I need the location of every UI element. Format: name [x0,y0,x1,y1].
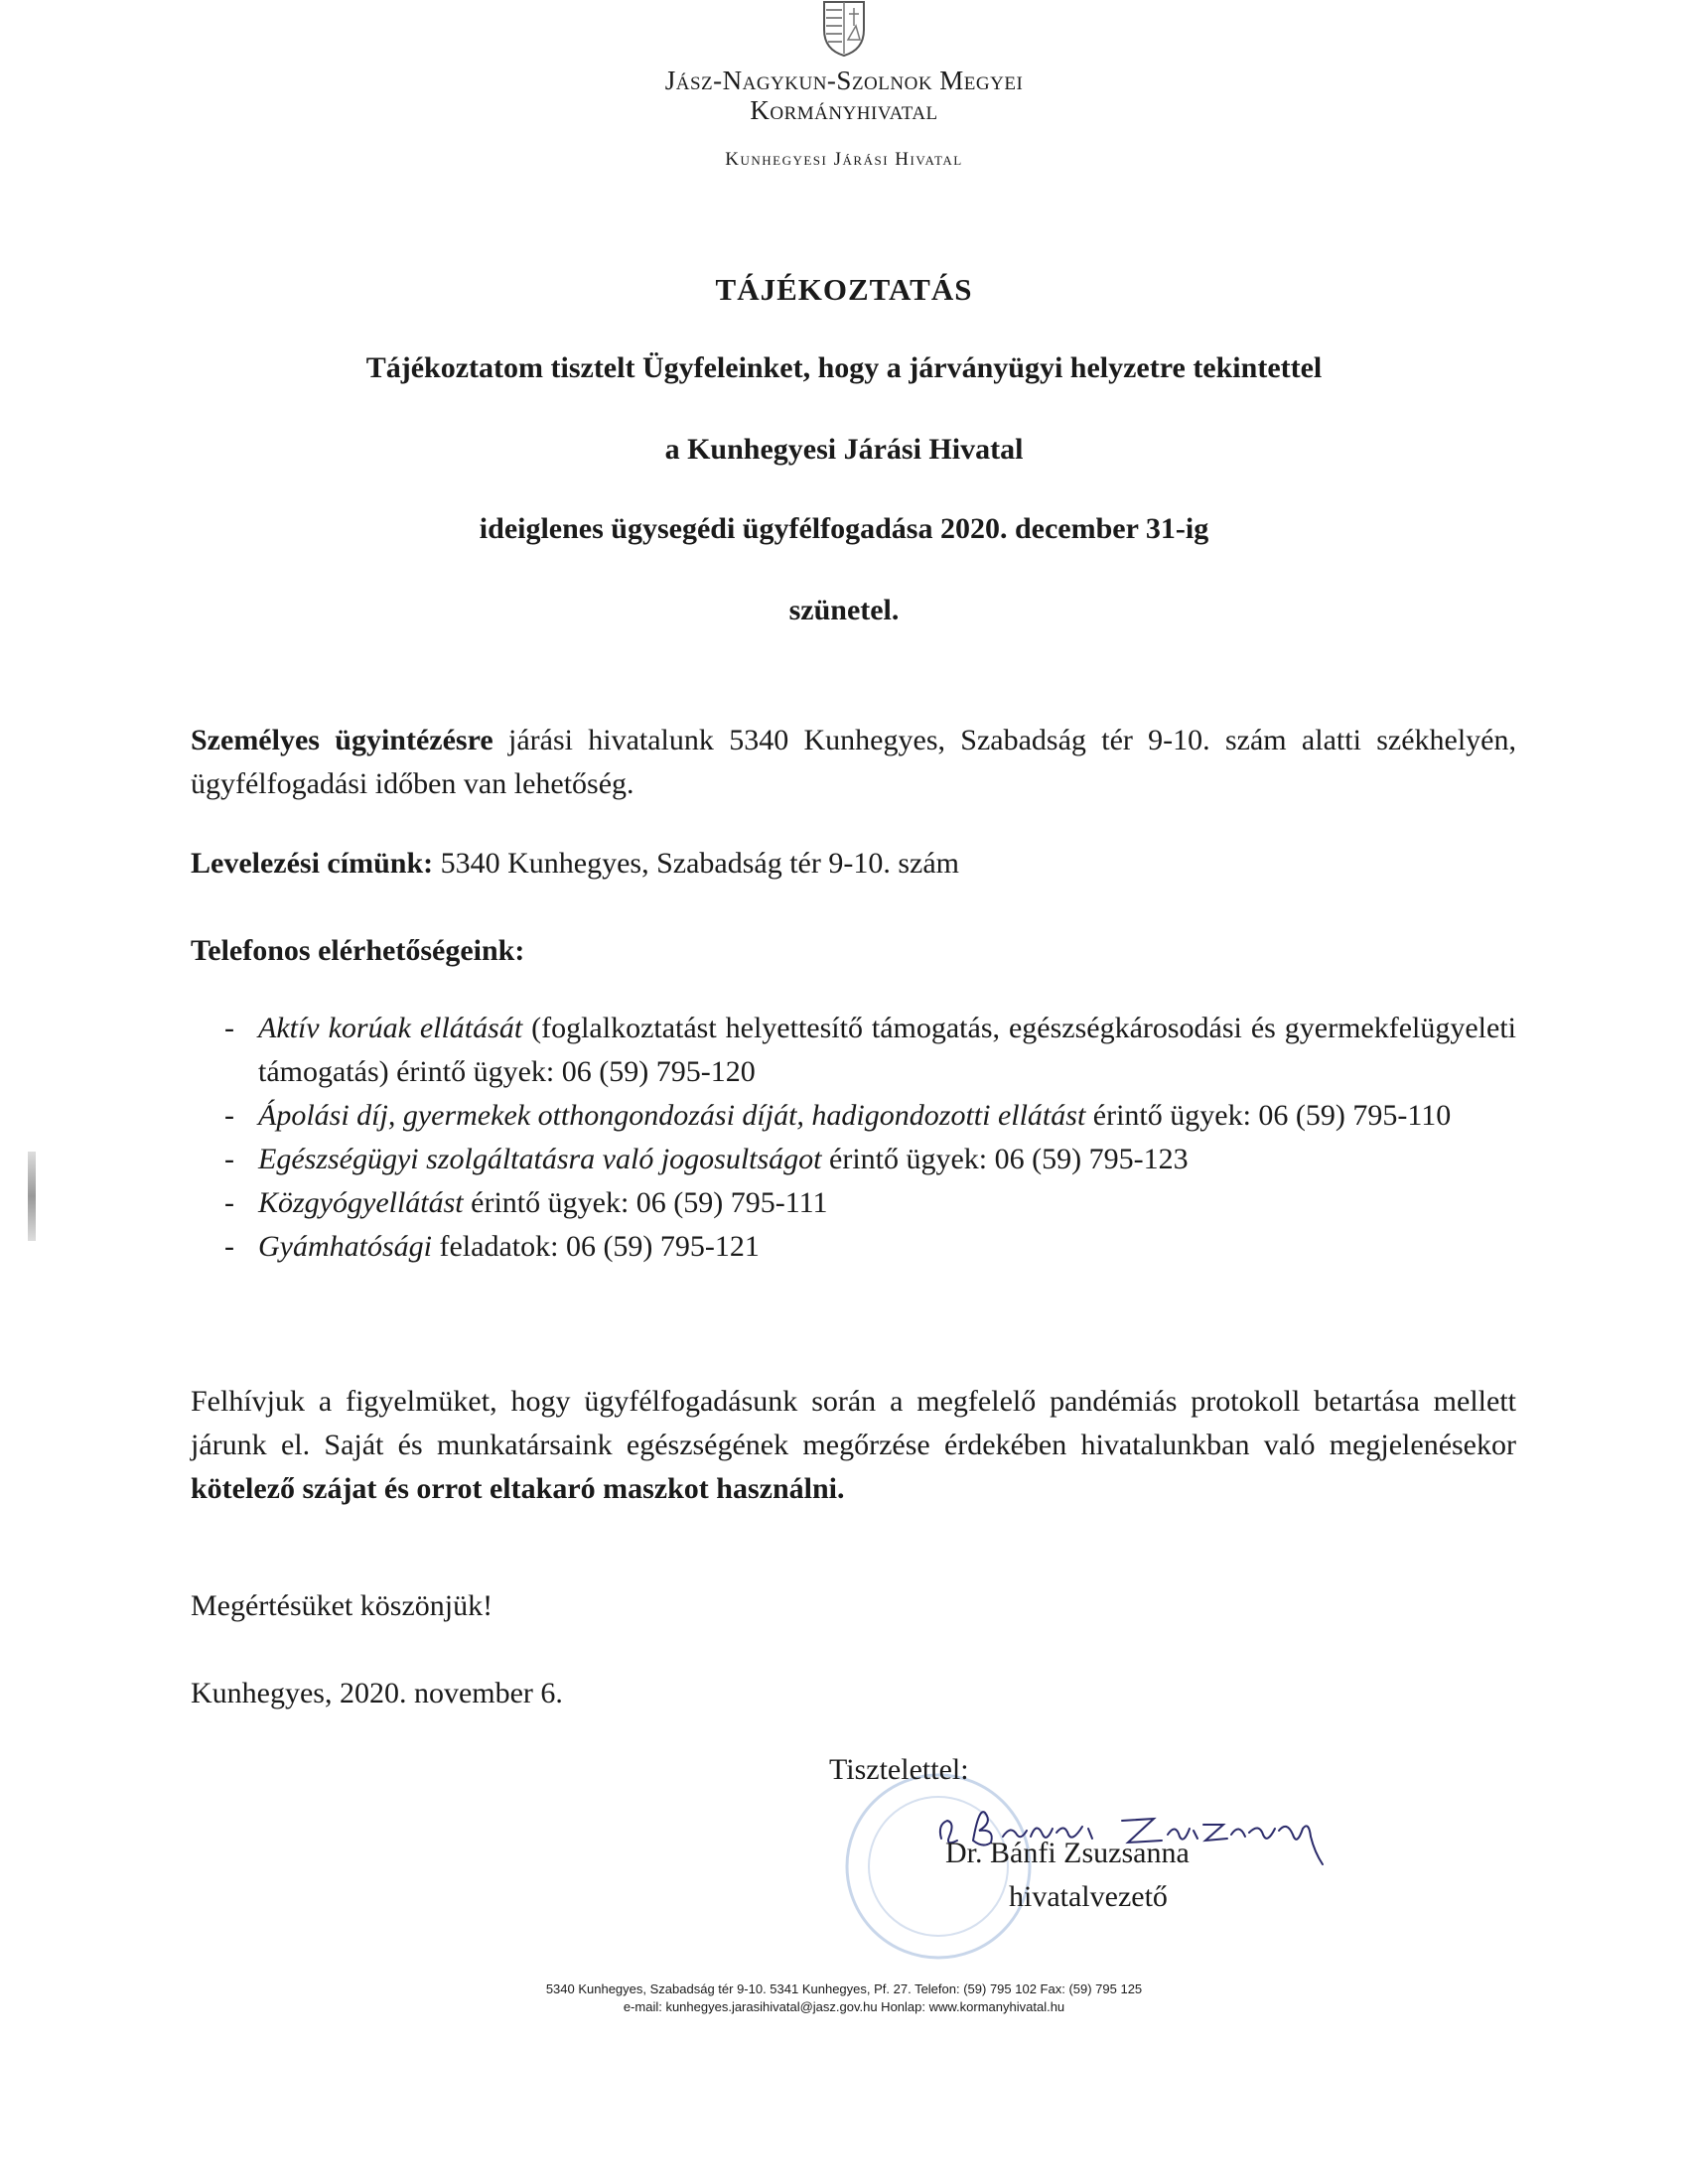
footer-address: 5340 Kunhegyes, Szabadság tér 9-10. 5341 Kunhegyes, Pf. 27. Telefon: (59) 795 102 Fax: (59) 795 125 [545,1981,1143,1996]
phone-topic: Gyámhatósági [258,1230,432,1263]
intro-line-1: Tájékoztatom tisztelt Ügyfeleinket, hogy a járványügyi helyzetre tekintettel [365,351,1323,384]
intro-line-3: ideiglenes ügysegédi ügyfélfogadása 2020. december 31-ig [479,512,1209,545]
phone-detail: (foglalkoztatást helyettesítő támogatás, egészségkárosodási és gyermekfelügyeleti támogatás) érintő ügyek: 06 (59) 795-120 [258,1012,1516,1088]
intro-line-4: szünetel. [788,594,900,626]
header-agency-line1: Jász-Nagykun-Szolnok Megyei [664,66,1024,95]
intro-line-2: a Kunhegyesi Járási Hivatal [664,433,1024,466]
phone-topic: Egészségügyi szolgáltatásra való jogosultságot [258,1143,822,1175]
phone-contacts-heading: Telefonos elérhetőségeink: [191,934,525,967]
phone-topic: Ápolási díj, gyermekek otthongondozási díját, hadigondozotti ellátást [258,1099,1086,1132]
signatory-role: hivatalvezető [1009,1880,1168,1913]
header-office: Kunhegyesi Járási Hivatal [725,149,963,170]
phone-detail: érintő ügyek: 06 (59) 795-123 [821,1143,1189,1175]
list-item [218,1181,1516,1225]
phone-detail: feladatok: 06 (59) 795-121 [432,1230,760,1263]
document-title: TÁJÉKOZTATÁS [715,272,973,307]
phone-detail: érintő ügyek: 06 (59) 795-111 [463,1186,828,1219]
mailing-address-label: Levelezési címünk: [191,847,434,880]
personal-service-label: Személyes ügyintézésre [191,724,493,756]
personal-service-text: járási hivatalunk 5340 Kunhegyes, Szabadság tér 9-10. szám alatti székhelyén, ügyfélfogadási időben van lehetőség. [191,724,1516,800]
scan-artifact [28,1152,36,1241]
mask-notice-bold: kötelező szájat és orrot eltakaró maszkot használni. [191,1472,845,1505]
personal-service-paragraph [191,719,1516,806]
list-item [218,1225,1516,1269]
phone-topic: Aktív korúak ellátását [258,1012,523,1044]
footer-contact: e-mail: kunhegyes.jarasihivatal@jasz.gov.hu Honlap: www.kormanyhivatal.hu [623,1999,1065,2014]
closing-greeting: Tisztelettel: [829,1753,969,1786]
mailing-address-paragraph [191,842,1516,886]
phone-detail: érintő ügyek: 06 (59) 795-110 [1085,1099,1452,1132]
header-agency-line2: Kormányhivatal [750,95,938,125]
phone-topic: Közgyógyellátást [258,1186,464,1219]
thanks-line: Megértésüket köszönjük! [191,1589,493,1622]
phone-contacts-list [218,1007,1516,1269]
mask-notice-paragraph [191,1380,1516,1511]
coat-of-arms-icon [812,0,876,58]
mask-notice-text: Felhívjuk a figyelmüket, hogy ügyfélfogadásunk során a megfelelő pandémiás protokoll betartása mellett járunk el. Saját és munkatársaink egészségének megőrzése érdekében hivatalunkban való megjelenésekor [191,1385,1516,1461]
list-item [218,1007,1516,1094]
list-item [218,1094,1516,1138]
list-item [218,1138,1516,1181]
signatory-name: Dr. Bánfi Zsuzsanna [945,1837,1190,1869]
date-line: Kunhegyes, 2020. november 6. [191,1677,563,1709]
mailing-address-value: 5340 Kunhegyes, Szabadság tér 9-10. szám [433,847,959,880]
